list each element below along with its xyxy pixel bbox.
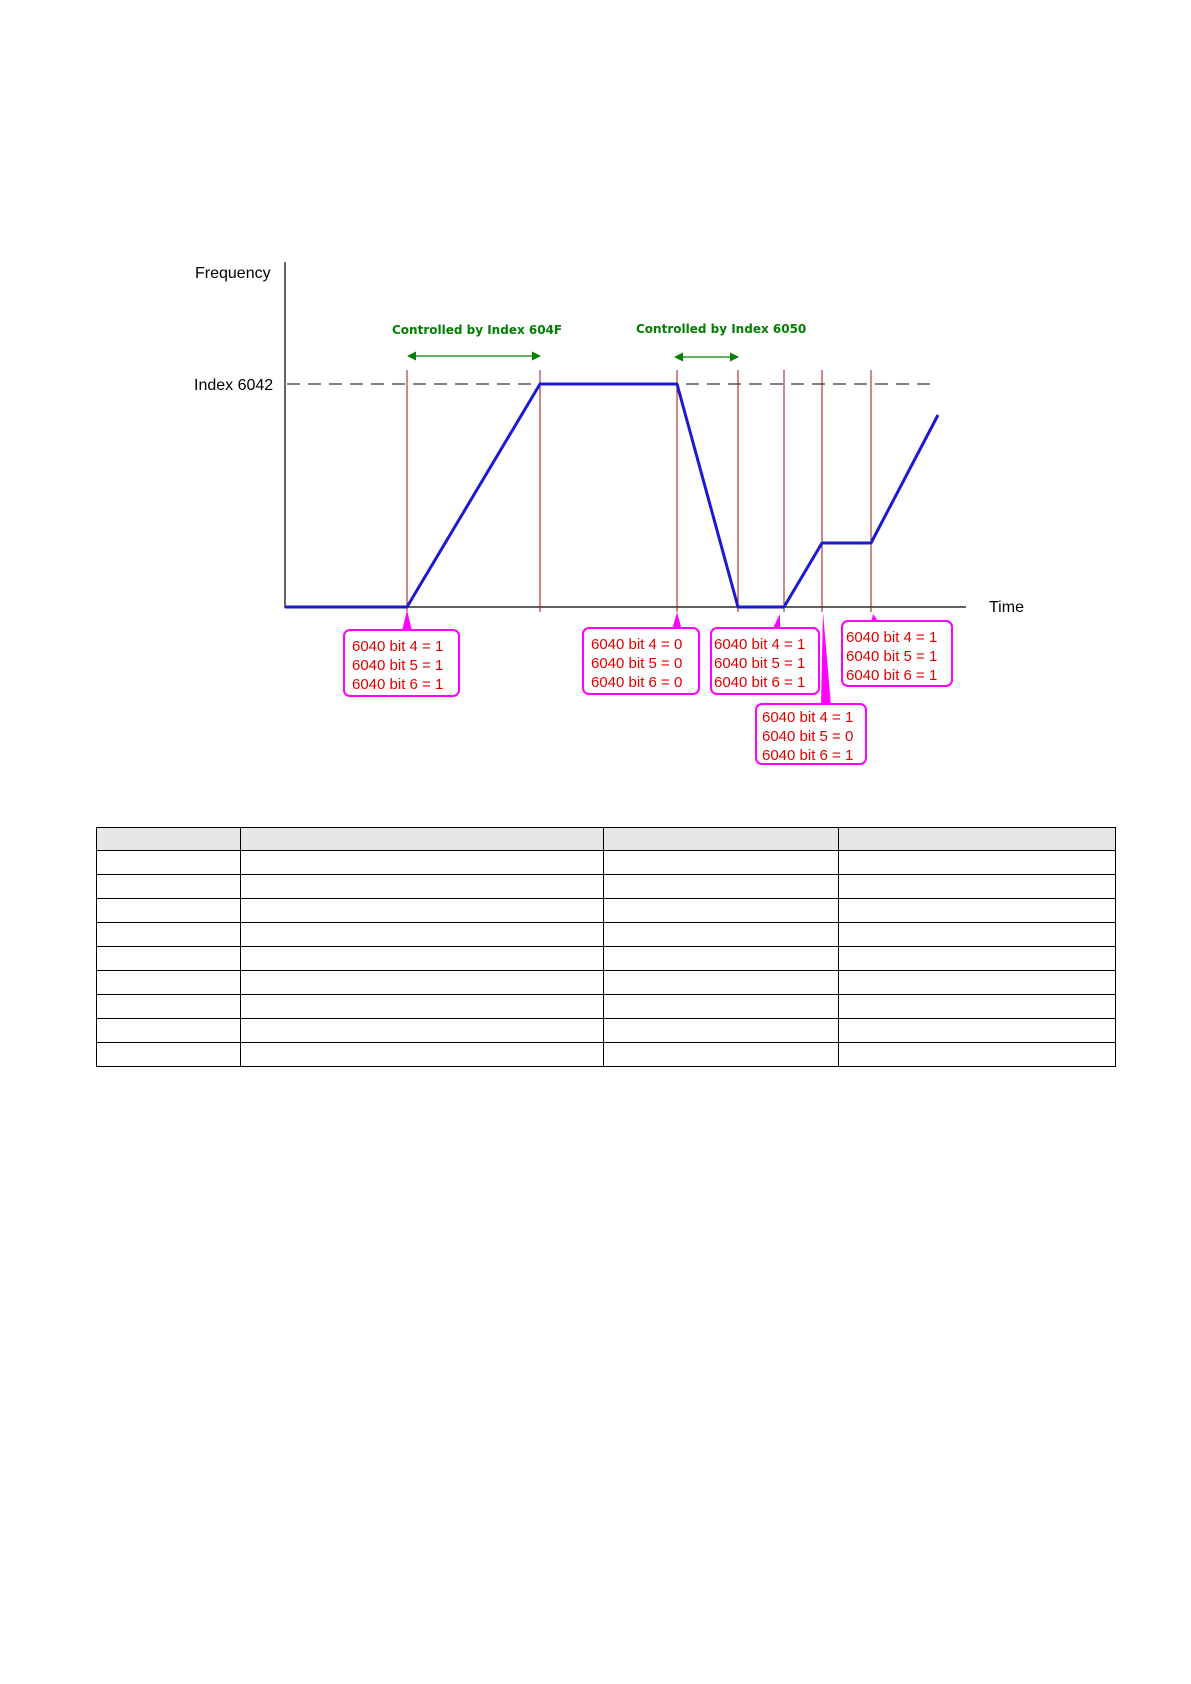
callout-text: 6040 bit 5 = 0 [762, 728, 854, 745]
table-cell [97, 947, 241, 971]
table-row [97, 995, 1116, 1019]
table-header-cell [839, 828, 1116, 851]
table-cell [604, 899, 839, 923]
table-cell [241, 1019, 604, 1043]
callout-text: 6040 bit 6 = 1 [352, 676, 444, 693]
callout-text: 6040 bit 4 = 1 [714, 636, 806, 653]
table-cell [839, 1043, 1116, 1067]
control-range-label-604f: Controlled by Index 604F [392, 323, 563, 337]
table-cell [839, 1019, 1116, 1043]
table-cell [241, 971, 604, 995]
y-axis-label: Frequency [195, 265, 271, 282]
x-axis-label: Time [989, 599, 1024, 616]
table-cell [241, 923, 604, 947]
data-table [96, 827, 1116, 1067]
table-cell [97, 875, 241, 899]
callout-text: 6040 bit 5 = 0 [591, 655, 683, 672]
table-cell [97, 899, 241, 923]
callout-text: 6040 bit 6 = 1 [714, 674, 806, 691]
table-row [97, 1019, 1116, 1043]
callout-text: 6040 bit 6 = 0 [591, 674, 683, 691]
callout-text: 6040 bit 4 = 0 [591, 636, 683, 653]
table-cell [241, 851, 604, 875]
callout-text: 6040 bit 5 = 1 [352, 657, 444, 674]
table-cell [241, 947, 604, 971]
table-row [97, 947, 1116, 971]
table-cell [839, 899, 1116, 923]
table-cell [604, 875, 839, 899]
callout-text: 6040 bit 4 = 1 [846, 629, 938, 646]
callout-text: 6040 bit 6 = 1 [762, 747, 854, 764]
table-row [97, 875, 1116, 899]
table-cell [241, 899, 604, 923]
table-cell [241, 995, 604, 1019]
table-cell [604, 971, 839, 995]
table-cell [604, 947, 839, 971]
table-cell [97, 923, 241, 947]
table-cell [839, 923, 1116, 947]
table-cell [604, 851, 839, 875]
callout-text: 6040 bit 6 = 1 [846, 667, 938, 684]
callout-pointer [402, 610, 412, 631]
table-cell [839, 947, 1116, 971]
control-range-label-6050: Controlled by Index 6050 [636, 322, 807, 336]
table-cell [839, 875, 1116, 899]
table-cell [97, 995, 241, 1019]
table-cell [241, 875, 604, 899]
callout-text: 6040 bit 5 = 1 [714, 655, 806, 672]
table-row [97, 899, 1116, 923]
table-header-row [97, 828, 1116, 851]
callout-pointer [821, 612, 831, 706]
table-cell [604, 995, 839, 1019]
table-cell [604, 1019, 839, 1043]
velocity-profile-diagram [0, 0, 1191, 800]
table-row [97, 971, 1116, 995]
reference-level-label: Index 6042 [194, 377, 274, 394]
callout-text: 6040 bit 4 = 1 [762, 709, 854, 726]
table-cell [97, 851, 241, 875]
table-row [97, 1043, 1116, 1067]
table-cell [97, 1019, 241, 1043]
table-cell [839, 971, 1116, 995]
table-cell [839, 851, 1116, 875]
table-header-cell [604, 828, 839, 851]
callout-text: 6040 bit 4 = 1 [352, 638, 444, 655]
table-cell [97, 971, 241, 995]
table-cell [241, 1043, 604, 1067]
table-cell [604, 1043, 839, 1067]
frequency-profile-line [285, 384, 938, 607]
table-cell [604, 923, 839, 947]
table-header-cell [241, 828, 604, 851]
table-row [97, 851, 1116, 875]
table-header-cell [97, 828, 241, 851]
table-cell [97, 1043, 241, 1067]
table-row [97, 923, 1116, 947]
callout-text: 6040 bit 5 = 1 [846, 648, 938, 665]
table-cell [839, 995, 1116, 1019]
